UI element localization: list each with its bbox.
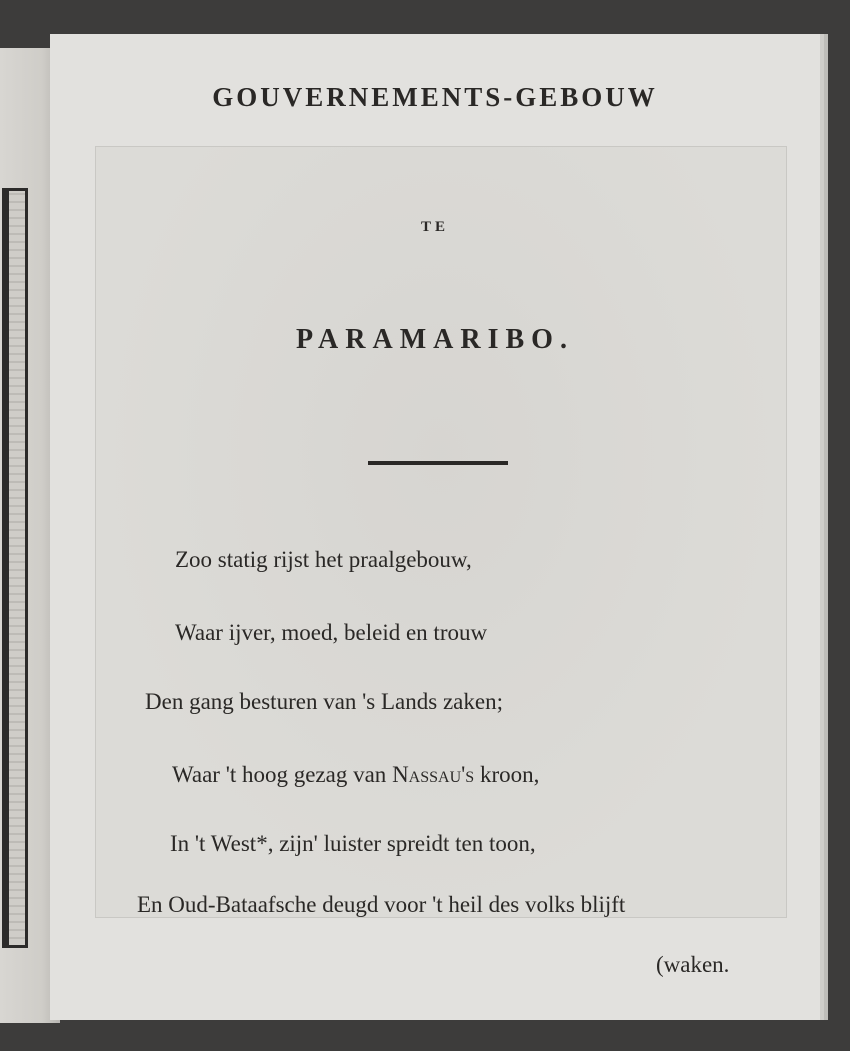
book-page [50, 34, 820, 1020]
facing-page-engraving-border [2, 188, 28, 948]
poem-line-4 [172, 762, 539, 788]
poem-line-6: En Oud-Bataafsche deugd voor 't heil des volks blijft [137, 892, 626, 917]
poem-line-5: In 't West*, zijn' luister spreidt ten toon, [170, 831, 536, 856]
plate-mark [95, 146, 787, 918]
poem-line-7: (waken. [656, 952, 730, 977]
page-heading: GOUVERNEMENTS-GEBOUW [212, 82, 658, 112]
poem-line-2: Waar ijver, moed, beleid en trouw [175, 620, 488, 645]
poem-line-3: Den gang besturen van 's Lands zaken; [145, 689, 503, 714]
poem-line-4-start: Waar 't hoog gezag van [172, 762, 393, 787]
divider-rule [368, 461, 508, 465]
page-subheading: TE [420, 219, 449, 235]
poem-line-1: Zoo statig rijst het praalgebouw, [175, 547, 472, 572]
poem-line-4-end: kroon, [474, 762, 540, 787]
poem-line-4-name: Nassau's [392, 762, 475, 787]
place-title: PARAMARIBO. [296, 324, 574, 355]
